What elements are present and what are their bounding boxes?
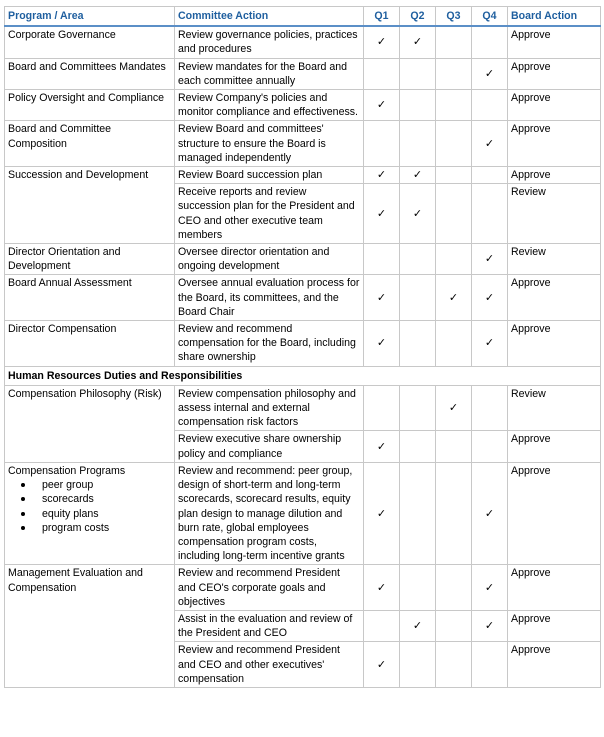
action-cell: Assist in the evaluation and review of the President and CEO: [175, 610, 364, 641]
q4-check: ✓: [472, 565, 508, 611]
action-cell: Review Company's policies and monitor compliance and effectiveness.: [175, 90, 364, 121]
program-bullet-list: [8, 478, 171, 535]
header-program-area: Program / Area: [5, 7, 175, 27]
q4-check: ✓: [472, 121, 508, 167]
table-row: [5, 385, 601, 431]
board-action-cell: Approve: [508, 121, 601, 167]
q2-check: [400, 244, 436, 275]
table-row: [5, 275, 601, 321]
table-row: [5, 321, 601, 367]
q4-check: [472, 431, 508, 462]
board-action-cell: Approve: [508, 462, 601, 564]
q3-check: [436, 26, 472, 58]
q3-check: [436, 121, 472, 167]
q4-check: [472, 167, 508, 184]
action-cell: Review executive share ownership policy and compliance: [175, 431, 364, 462]
q1-check: [364, 121, 400, 167]
action-cell: Review compensation philosophy and assess internal and external compensation risk factors: [175, 385, 364, 431]
program-cell: Director Compensation: [5, 321, 175, 367]
q3-check: [436, 610, 472, 641]
q1-check: [364, 385, 400, 431]
board-action-cell: Approve: [508, 321, 601, 367]
q2-check: ✓: [400, 167, 436, 184]
table-row: [5, 58, 601, 89]
q1-check: ✓: [364, 275, 400, 321]
table-row: [5, 167, 601, 184]
table-row: [5, 90, 601, 121]
action-cell: Review and recommend President and CEO and other executives' compensation: [175, 642, 364, 688]
list-item: equity plans: [42, 507, 171, 521]
q4-check: [472, 184, 508, 244]
header-committee-action: Committee Action: [175, 7, 364, 27]
action-cell: Review and recommend compensation for the Board, including share ownership: [175, 321, 364, 367]
header-q4: Q4: [472, 7, 508, 27]
program-cell: Board and Committees Mandates: [5, 58, 175, 89]
q1-check: [364, 610, 400, 641]
q2-check: [400, 565, 436, 611]
section-row: [5, 366, 601, 385]
q1-check: [364, 58, 400, 89]
q2-check: [400, 90, 436, 121]
q3-check: [436, 565, 472, 611]
q3-check: ✓: [436, 275, 472, 321]
q3-check: [436, 90, 472, 121]
program-cell: Compensation Philosophy (Risk): [5, 385, 175, 462]
q3-check: [436, 167, 472, 184]
q1-check: [364, 244, 400, 275]
q4-check: [472, 90, 508, 121]
board-action-cell: Approve: [508, 90, 601, 121]
program-cell: Corporate Governance: [5, 26, 175, 58]
q1-check: ✓: [364, 642, 400, 688]
board-action-cell: Approve: [508, 26, 601, 58]
action-cell: Review and recommend: peer group, design of short-term and long-term scorecards, scorecard results, equity plan design to manage dilution and burn rate, global employees compensation program costs, including long-term incentive grants: [175, 462, 364, 564]
board-action-cell: Approve: [508, 642, 601, 688]
program-title: Compensation Programs: [8, 464, 126, 477]
q1-check: ✓: [364, 462, 400, 564]
q3-check: [436, 642, 472, 688]
q1-check: ✓: [364, 167, 400, 184]
q4-check: ✓: [472, 321, 508, 367]
q4-check: ✓: [472, 610, 508, 641]
q3-check: [436, 58, 472, 89]
board-action-cell: Approve: [508, 275, 601, 321]
committee-responsibilities-table: [4, 6, 601, 688]
action-cell: Receive reports and review succession plan for the President and CEO and other executive team members: [175, 184, 364, 244]
header-q2: Q2: [400, 7, 436, 27]
q3-check: [436, 184, 472, 244]
q2-check: ✓: [400, 184, 436, 244]
board-action-cell: Review: [508, 385, 601, 431]
board-action-cell: Review: [508, 184, 601, 244]
q4-check: [472, 385, 508, 431]
q3-check: [436, 321, 472, 367]
board-action-cell: Approve: [508, 565, 601, 611]
action-cell: Review governance policies, practices and procedures: [175, 26, 364, 58]
table-row: [5, 26, 601, 58]
q4-check: ✓: [472, 244, 508, 275]
q2-check: [400, 275, 436, 321]
action-cell: Review mandates for the Board and each committee annually: [175, 58, 364, 89]
table-row: [5, 462, 601, 564]
action-cell: Oversee annual evaluation process for the Board, its committees, and the Board Chair: [175, 275, 364, 321]
program-cell: [5, 462, 175, 564]
program-cell: Management Evaluation and Compensation: [5, 565, 175, 688]
program-cell: Director Orientation and Development: [5, 244, 175, 275]
q2-check: [400, 385, 436, 431]
action-cell: Review Board and committees' structure to ensure the Board is managed independently: [175, 121, 364, 167]
header-q3: Q3: [436, 7, 472, 27]
table-row: [5, 565, 601, 611]
q4-check: ✓: [472, 58, 508, 89]
action-cell: Review and recommend President and CEO's corporate goals and objectives: [175, 565, 364, 611]
list-item: scorecards: [42, 492, 171, 506]
q2-check: [400, 462, 436, 564]
q4-check: ✓: [472, 462, 508, 564]
q3-check: [436, 244, 472, 275]
q1-check: ✓: [364, 565, 400, 611]
program-cell: Policy Oversight and Compliance: [5, 90, 175, 121]
q4-check: [472, 26, 508, 58]
program-cell: Succession and Development: [5, 167, 175, 244]
q1-check: ✓: [364, 431, 400, 462]
board-action-cell: Approve: [508, 58, 601, 89]
table-row: [5, 244, 601, 275]
list-item: program costs: [42, 521, 171, 535]
q2-check: ✓: [400, 610, 436, 641]
q1-check: ✓: [364, 90, 400, 121]
header-q1: Q1: [364, 7, 400, 27]
q2-check: [400, 321, 436, 367]
q1-check: ✓: [364, 321, 400, 367]
q4-check: [472, 642, 508, 688]
board-action-cell: Approve: [508, 610, 601, 641]
section-heading: Human Resources Duties and Responsibilities: [5, 366, 601, 385]
q2-check: ✓: [400, 26, 436, 58]
q2-check: [400, 121, 436, 167]
action-cell: Oversee director orientation and ongoing development: [175, 244, 364, 275]
header-board-action: Board Action: [508, 7, 601, 27]
action-cell: Review Board succession plan: [175, 167, 364, 184]
program-cell: Board and Committee Composition: [5, 121, 175, 167]
list-item: peer group: [42, 478, 171, 492]
table-row: [5, 121, 601, 167]
board-action-cell: Approve: [508, 167, 601, 184]
q1-check: ✓: [364, 184, 400, 244]
program-cell: Board Annual Assessment: [5, 275, 175, 321]
board-action-cell: Approve: [508, 431, 601, 462]
q2-check: [400, 431, 436, 462]
q2-check: [400, 642, 436, 688]
q2-check: [400, 58, 436, 89]
q4-check: ✓: [472, 275, 508, 321]
header-row: [5, 7, 601, 27]
board-action-cell: Review: [508, 244, 601, 275]
q3-check: [436, 462, 472, 564]
q3-check: [436, 431, 472, 462]
q1-check: ✓: [364, 26, 400, 58]
q3-check: ✓: [436, 385, 472, 431]
